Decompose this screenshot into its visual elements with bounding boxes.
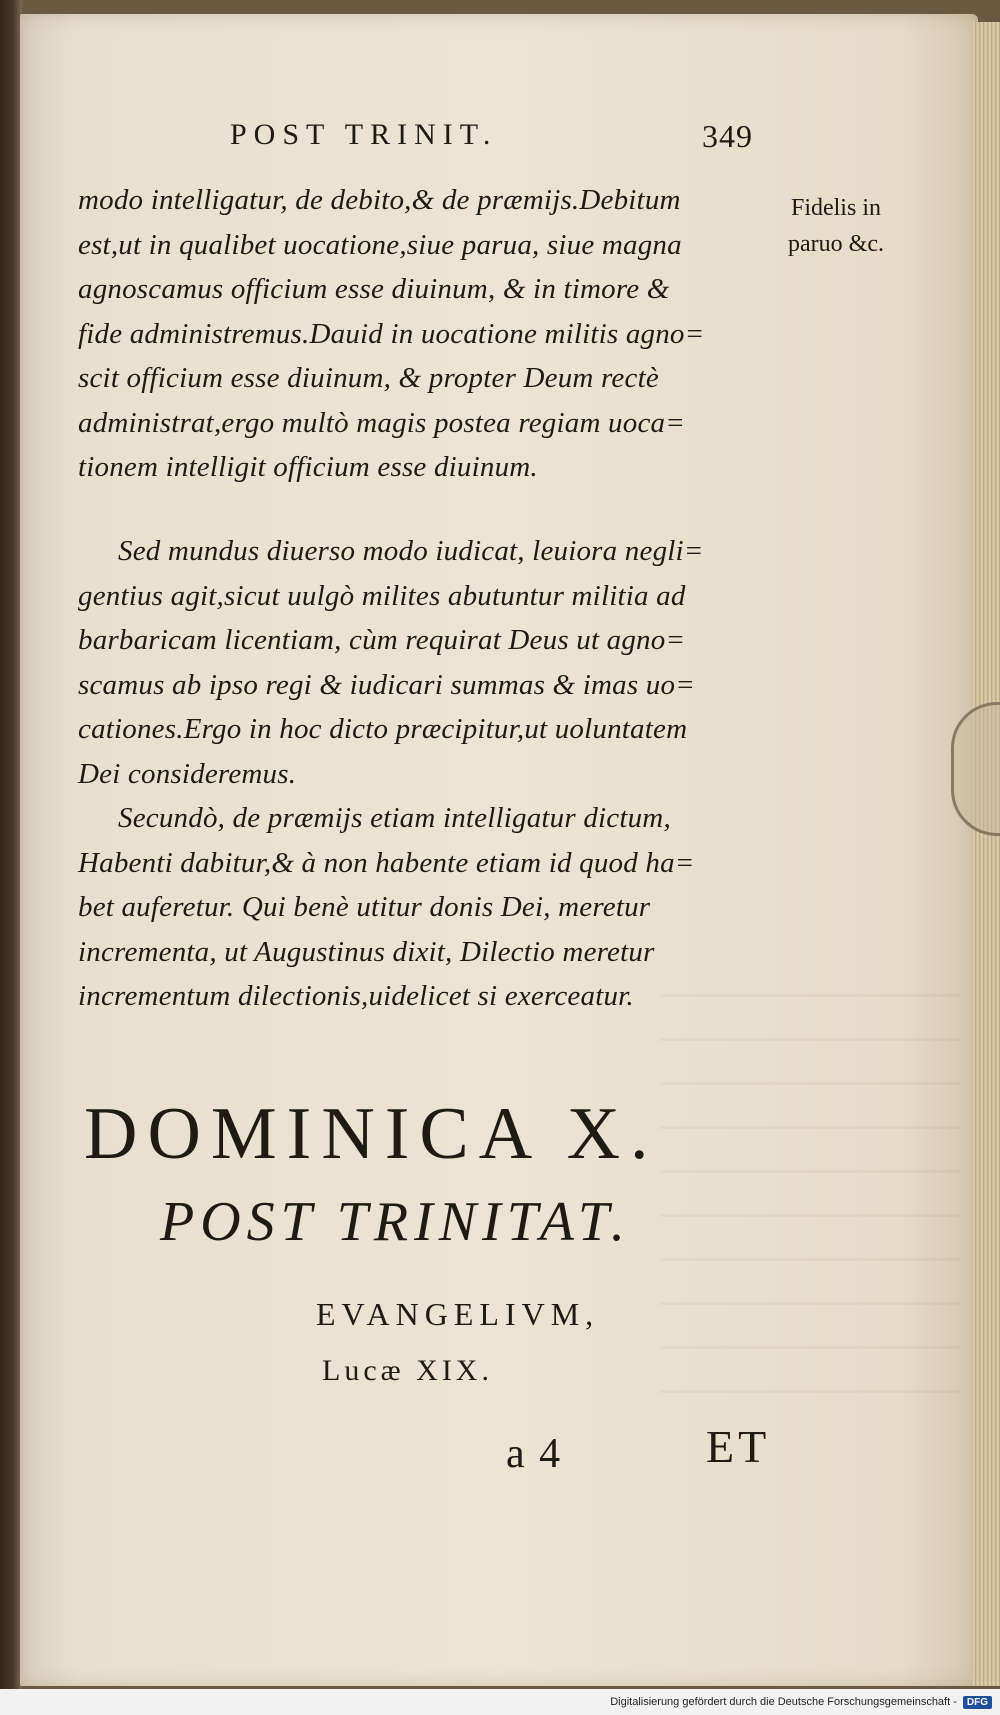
- text-line: modo intelligatur, de debito,& de præmijs.Debitum: [78, 184, 681, 216]
- text-line: Dei consideremus.: [78, 757, 297, 790]
- catchword: ET: [706, 1421, 771, 1472]
- page-number: 349: [702, 118, 753, 154]
- marginal-note-line: paruo &c.: [788, 231, 884, 257]
- text-line: agnoscamus officium esse diuinum, & in timore &: [78, 273, 670, 305]
- text-line: incrementa, ut Augustinus dixit, Dilectio meretur: [78, 935, 655, 968]
- page-edges: [972, 22, 1000, 1686]
- text-line: administrat,ergo multò magis postea regiam uoca=: [78, 406, 686, 439]
- book-page: [20, 14, 978, 1686]
- text-line: scamus ab ipso regi & iudicari summas & imas uo=: [78, 668, 695, 701]
- clasp-ring: [951, 702, 1000, 836]
- text-line: Sed mundus diuerso modo iudicat, leuiora negli=: [118, 535, 704, 567]
- section-subtitle: POST TRINITAT.: [160, 1191, 631, 1253]
- text-line: Secundò, de præmijs etiam intelligatur dictum,: [118, 802, 671, 834]
- footer-credit: Digitalisierung gefördert durch die Deutsche Forschungsgemeinschaft -: [610, 1696, 957, 1708]
- gospel-heading: EVANGELIVM,: [316, 1296, 600, 1332]
- text-line: cationes.Ergo in hoc dicto præcipitur,ut uoluntatem: [78, 713, 688, 745]
- digitization-footer: [0, 1689, 1000, 1715]
- ink-bleed-through: [660, 994, 960, 1414]
- marginal-note-line: Fidelis in: [790, 195, 881, 221]
- gospel-reference: Lucæ XIX.: [322, 1354, 493, 1387]
- book-binding: [0, 0, 22, 1690]
- text-line: gentius agit,sicut uulgò milites abutuntur militia ad: [78, 579, 686, 612]
- text-line: incrementum dilectionis,uidelicet si exerceatur.: [78, 980, 634, 1012]
- paragraph-1: [78, 178, 788, 490]
- section-title: DOMINICA X.: [84, 1093, 659, 1175]
- text-line: bet auferetur. Qui benè utitur donis Dei, meretur: [78, 891, 651, 923]
- running-head: POST TRINIT.: [230, 118, 498, 151]
- text-line: scit officium esse diuinum, & propter Deum rectè: [78, 362, 659, 394]
- marginal-note: [788, 190, 884, 262]
- text-line: fide administremus.Dauid in uocatione militis agno=: [78, 317, 705, 350]
- text-line: est,ut in qualibet uocatione,siue parua, siue magna: [78, 228, 682, 261]
- text-line: Habenti dabitur,& à non habente etiam id quod ha=: [78, 846, 695, 879]
- paragraphs-2-3: [78, 529, 788, 1019]
- dfg-logo: DFG: [963, 1696, 992, 1709]
- text-line: tionem intelligit officium esse diuinum.: [78, 451, 538, 483]
- text-line: barbaricam licentiam, cùm requirat Deus ut agno=: [78, 624, 686, 656]
- signature-mark: a 4: [506, 1431, 563, 1477]
